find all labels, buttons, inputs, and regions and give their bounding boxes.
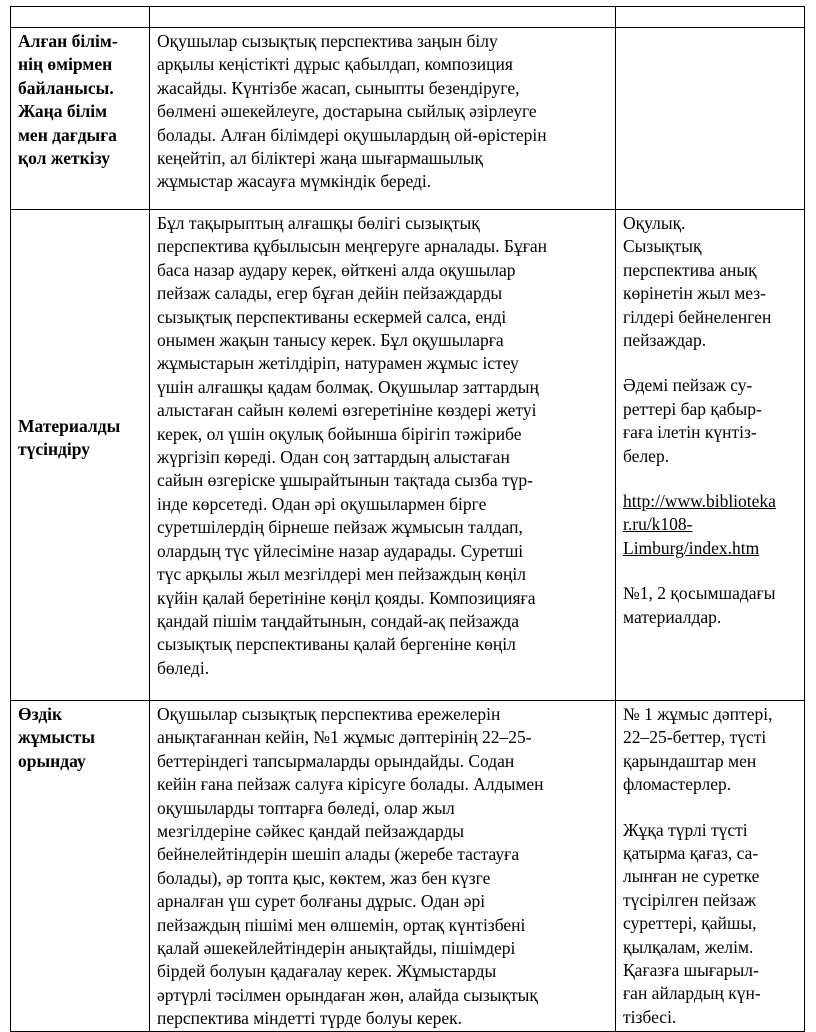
empty-cell [150, 7, 616, 28]
stage-label: Материалды түсіндіру [11, 210, 150, 701]
stage-content: Бұл тақырыптың алғашқы бөлігі сызықтық перспектива құбылысын меңгеруге арналады. Бұған баса назар аудару керек, өйткені алда оқушылар пейзаж салады, егер бұған дейін пейзаждарды сызықтық перспективаны ескермей салса, енді онымен жақын танысу керек. Бұл оқушыларға жұмыстарын жетілдіріп, натурамен жұмыс істеу үшін алғашқы қадам болмақ. Оқушылар заттардың алыстаған сайын көлемі өзгеретініне көздері жетуі керек, ол үшін оқулық бойынша бірігіп тәжірибе жүргізіп көреді. Одан соң заттардың алыстаған сайын өзгеріске ұшырайтынын тақтада сызба түр- інде көрсетеді. Одан әрі оқушылармен бірге суретшілердің бірнеше пейзаж жұмысын талдап, олардың түс үйлесіміне назар аударады. Суретші түс арқылы жыл мезгілдері мен пейзаждың көңіл күйін қалай беретініне көңіл қояды. Композицияға қандай пішім таңдайтынын, сондай-ақ пейзажда сызықтық перспективаны қалай бергеніне көңіл бөледі. [150, 210, 616, 701]
table-row [11, 701, 805, 1032]
resources-cell [616, 210, 805, 701]
empty-cell [11, 7, 150, 28]
stage-label: Өздік жұмысты орындау [11, 701, 150, 1032]
stage-content: Оқушылар сызықтық перспектива ережелерін анықтағаннан кейін, №1 жұмыс дәптерінің 22–25- беттеріндегі тапсырмаларды орындайды. Содан кейін ғана пейзаж салуға кірісуге болады. Алдымен оқушыларды топтарға бөледі, олар жыл мезгілдеріне сәйкес қандай пейзаждарды бейнелейтіндерін шешіп алады (жеребе тастауға болады), әр топта қыс, көктем, жаз бен күзге арналған үш сурет болғаны дұрыс. Одан әрі пейзаждың пішімі мен өлшемін, ортақ күнтізбені қалай әшекейлейтіндерін анықтайды, пішімдері бірдей болуын қадағалау керек. Жұмыстарды әртүрлі тәсілмен орындаған жөн, алайда сызықтық перспектива міндетті түрде болуы керек. [150, 701, 616, 1032]
stage-label: Алған білім- нің өмірмен байланысы. Жаңа білім мен дағдыға қол жеткізу [11, 28, 150, 210]
resource-text: № 1 жұмыс дәптері, 22–25-беттер, түсті қарындаштар мен фломастерлер. [623, 704, 773, 795]
table-header-row [11, 7, 805, 28]
resource-text: Жұқа түрлі түсті қатырма қағаз, са- лынған не суретке түсірілген пейзаж суреттері, қайшы, қылқалам, желім. Қағазға шығарыл- ған айлардың күн- тізбесі. [623, 819, 761, 1027]
resource-text: №1, 2 қосымшадағы материалдар. [623, 583, 776, 627]
empty-cell [616, 7, 805, 28]
table-row [11, 28, 805, 210]
resource-text: Оқулық. Сызықтық перспектива анық көрінетін жыл мез- гілдері бейнеленген пейзаждар. [623, 213, 772, 351]
resources-cell [616, 701, 805, 1032]
table-row [11, 210, 805, 701]
resource-link[interactable]: http://www.biblioteka r.ru/k108- Limburg/index.htm [623, 491, 776, 558]
stage-content: Оқушылар сызықтық перспектива заңын білу арқылы кеңістікті дұрыс қабылдап, композиция жасайды. Күнтізбе жасап, сыныпты безендіруге, бөлмені әшекейлеуге, достарына сыйлық әзірлеуге болады. Алған білімдері оқушылардың ой-өрістерін кеңейтіп, ал біліктері жаңа шығармашылық жұмыстар жасауға мүмкіндік береді. [150, 28, 616, 210]
resources-cell [616, 28, 805, 210]
resource-link-paragraph [623, 490, 797, 560]
resource-text: Әдемі пейзаж су- реттері бар қабыр- ғаға ілетін күнтіз- белер. [623, 375, 762, 466]
lesson-plan-table [10, 6, 805, 1032]
